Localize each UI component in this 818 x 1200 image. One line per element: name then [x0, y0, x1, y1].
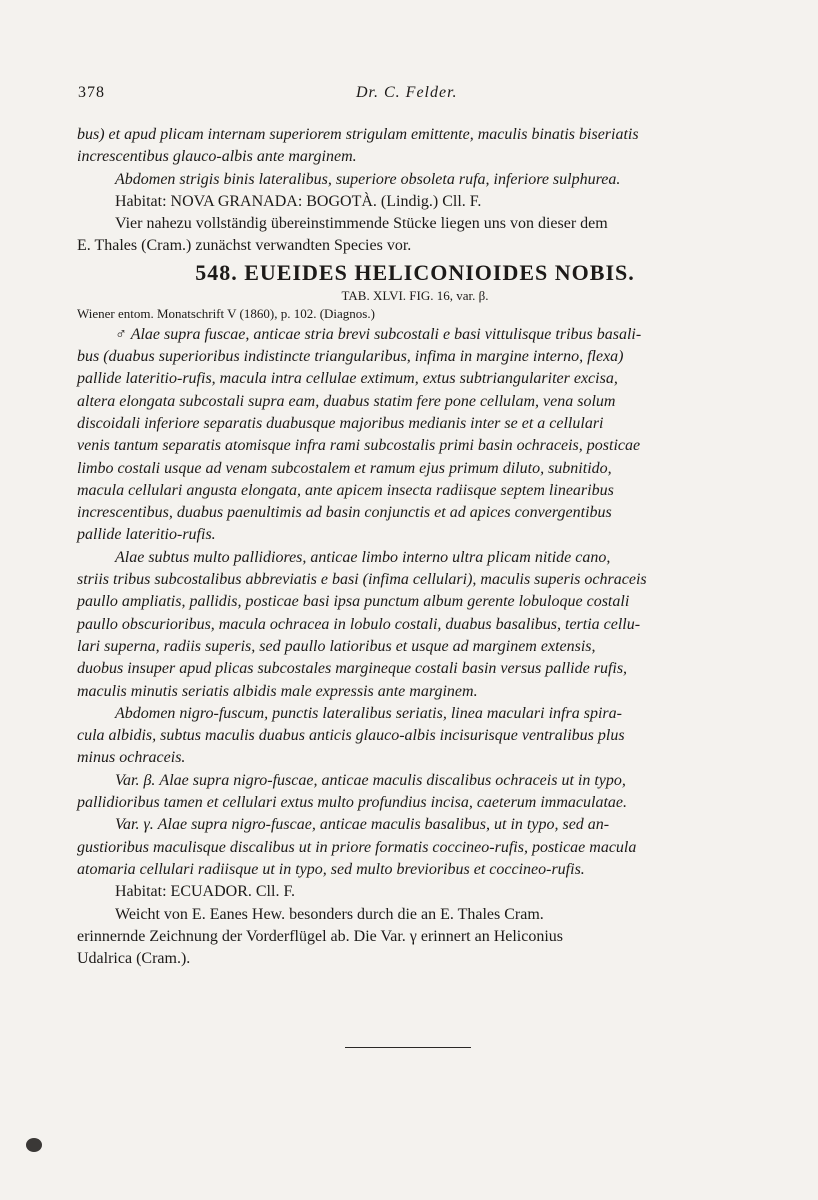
text-line: pallidioribus tamen et cellulari extus multo profundius incisa, caeterum immaculatae.: [77, 794, 628, 812]
text-line: paullo ampliatis, pallidis, posticae basi ipsa punctum album gerente lobuloque costali: [77, 593, 630, 611]
text-line: altera elongata subcostali supra eam, duabus statim fere pone cellulam, vena solum: [77, 392, 616, 410]
text-line: duobus insuper apud plicas subcostales margineque costali basin versus pallide rufis,: [77, 660, 628, 678]
habitat-line: Habitat: NOVA GRANADA: BOGOTÀ. (Lindig.) Cll. F.: [115, 192, 482, 210]
text-line: bus) et apud plicam internam superiorem strigulam emittente, maculis binatis biseriatis: [77, 126, 639, 143]
text-line: Udalrica (Cram.).: [77, 950, 191, 968]
text-line: discoidali inferiore separatis duabusque majoribus medianis inter se et a cellulari: [77, 414, 604, 432]
habitat-line: Habitat: ECUADOR. Cll. F.: [115, 883, 296, 901]
text-line: Abdomen nigro-fuscum, punctis lateralibus seriatis, linea maculari infra spira-: [115, 704, 622, 722]
text-line: cula albidis, subtus maculis duabus anticis glauco-albis incisurisque ventralibus plus: [77, 727, 625, 745]
text-line: bus (duabus superioribus indistincte triangularibus, infima in margine interno, flexa): [77, 348, 624, 366]
text-line: pallide lateritio-rufis, macula intra cellulae extimum, extus subtriangulariter excisa,: [77, 370, 618, 388]
text-line: Abdomen strigis binis lateralibus, superiore obsoleta rufa, inferiore sulphurea.: [115, 170, 621, 188]
page-number: 378: [78, 84, 105, 101]
text-column: [77, 124, 753, 970]
text-line: increscentibus glauco-albis ante marginem.: [77, 148, 357, 166]
text-line: minus ochraceis.: [77, 749, 186, 767]
text-line: atomaria cellulari radiisque ut in typo, sed multo brevioribus et coccineo-rufis.: [77, 860, 585, 878]
text-line: E. Thales (Cram.) zunächst verwandten Species vor.: [77, 237, 412, 255]
text-line: limbo costali usque ad venam subcostalem et ramum ejus primum diluto, subnitido,: [77, 459, 612, 477]
text-line: striis tribus subcostalibus abbreviatis e basi (infima cellulari), maculis superis ochraceis: [77, 571, 647, 589]
text-line: maculis minutis seriatis albidis male expressis ante marginem.: [77, 682, 478, 700]
section-divider: [345, 1047, 471, 1048]
variety-gamma-line: Var. γ. Alae supra nigro-fuscae, anticae maculis basalibus, ut in typo, sed an-: [115, 816, 610, 834]
text-line: Alae subtus multo pallidiores, anticae limbo interno ultra plicam nitide cano,: [115, 548, 611, 566]
text-line: ♂ Alae supra fuscae, anticae stria brevi subcostali e basi vittulisque tribus basali-: [115, 325, 642, 343]
text-line: erinnernde Zeichnung der Vorderflügel ab. Die Var. γ erinnert an Heliconius: [77, 927, 564, 945]
text-line: paullo obscurioribus, macula ochracea in lobulo costali, duabus basalibus, tertia cellu-: [77, 615, 641, 633]
species-heading: 548. EUEIDES HELICONIOIDES NOBIS.: [195, 259, 635, 285]
text-line: Vier nahezu vollständig übereinstimmende Stücke liegen uns von dieser dem: [115, 215, 608, 233]
text-line: Weicht von E. Eanes Hew. besonders durch die an E. Thales Cram.: [115, 905, 544, 923]
plate-reference: TAB. XLVI. FIG. 16, var. β.: [341, 287, 489, 303]
literature-reference: Wiener entom. Monatschrift V (1860), p. 102. (Diagnos.): [77, 305, 375, 321]
text-line: venis tantum separatis atomisque infra rami subcostalis primi basin ochraceis, posticae: [77, 437, 641, 455]
text-line: gustioribus maculisque discalibus ut in priore formatis coccineo-rufis, posticae macula: [77, 838, 637, 856]
page-header: [78, 84, 758, 106]
running-title: Dr. C. Felder.: [356, 84, 458, 101]
text-line: increscentibus, duabus paenultimis ad basin conjunctis et ad apices convergentibus: [77, 504, 612, 522]
text-line: macula cellulari angusta elongata, ante apicem insecta radiisque septem linearibus: [77, 481, 614, 499]
ink-spot: [26, 1138, 42, 1152]
text-line: lari superna, radiis superis, sed paullo latioribus et usque ad marginem extensis,: [77, 637, 596, 655]
variety-beta-line: Var. β. Alae supra nigro-fuscae, anticae maculis discalibus ochraceis ut in typo,: [115, 771, 626, 789]
text-line: pallide lateritio-rufis.: [77, 526, 216, 544]
